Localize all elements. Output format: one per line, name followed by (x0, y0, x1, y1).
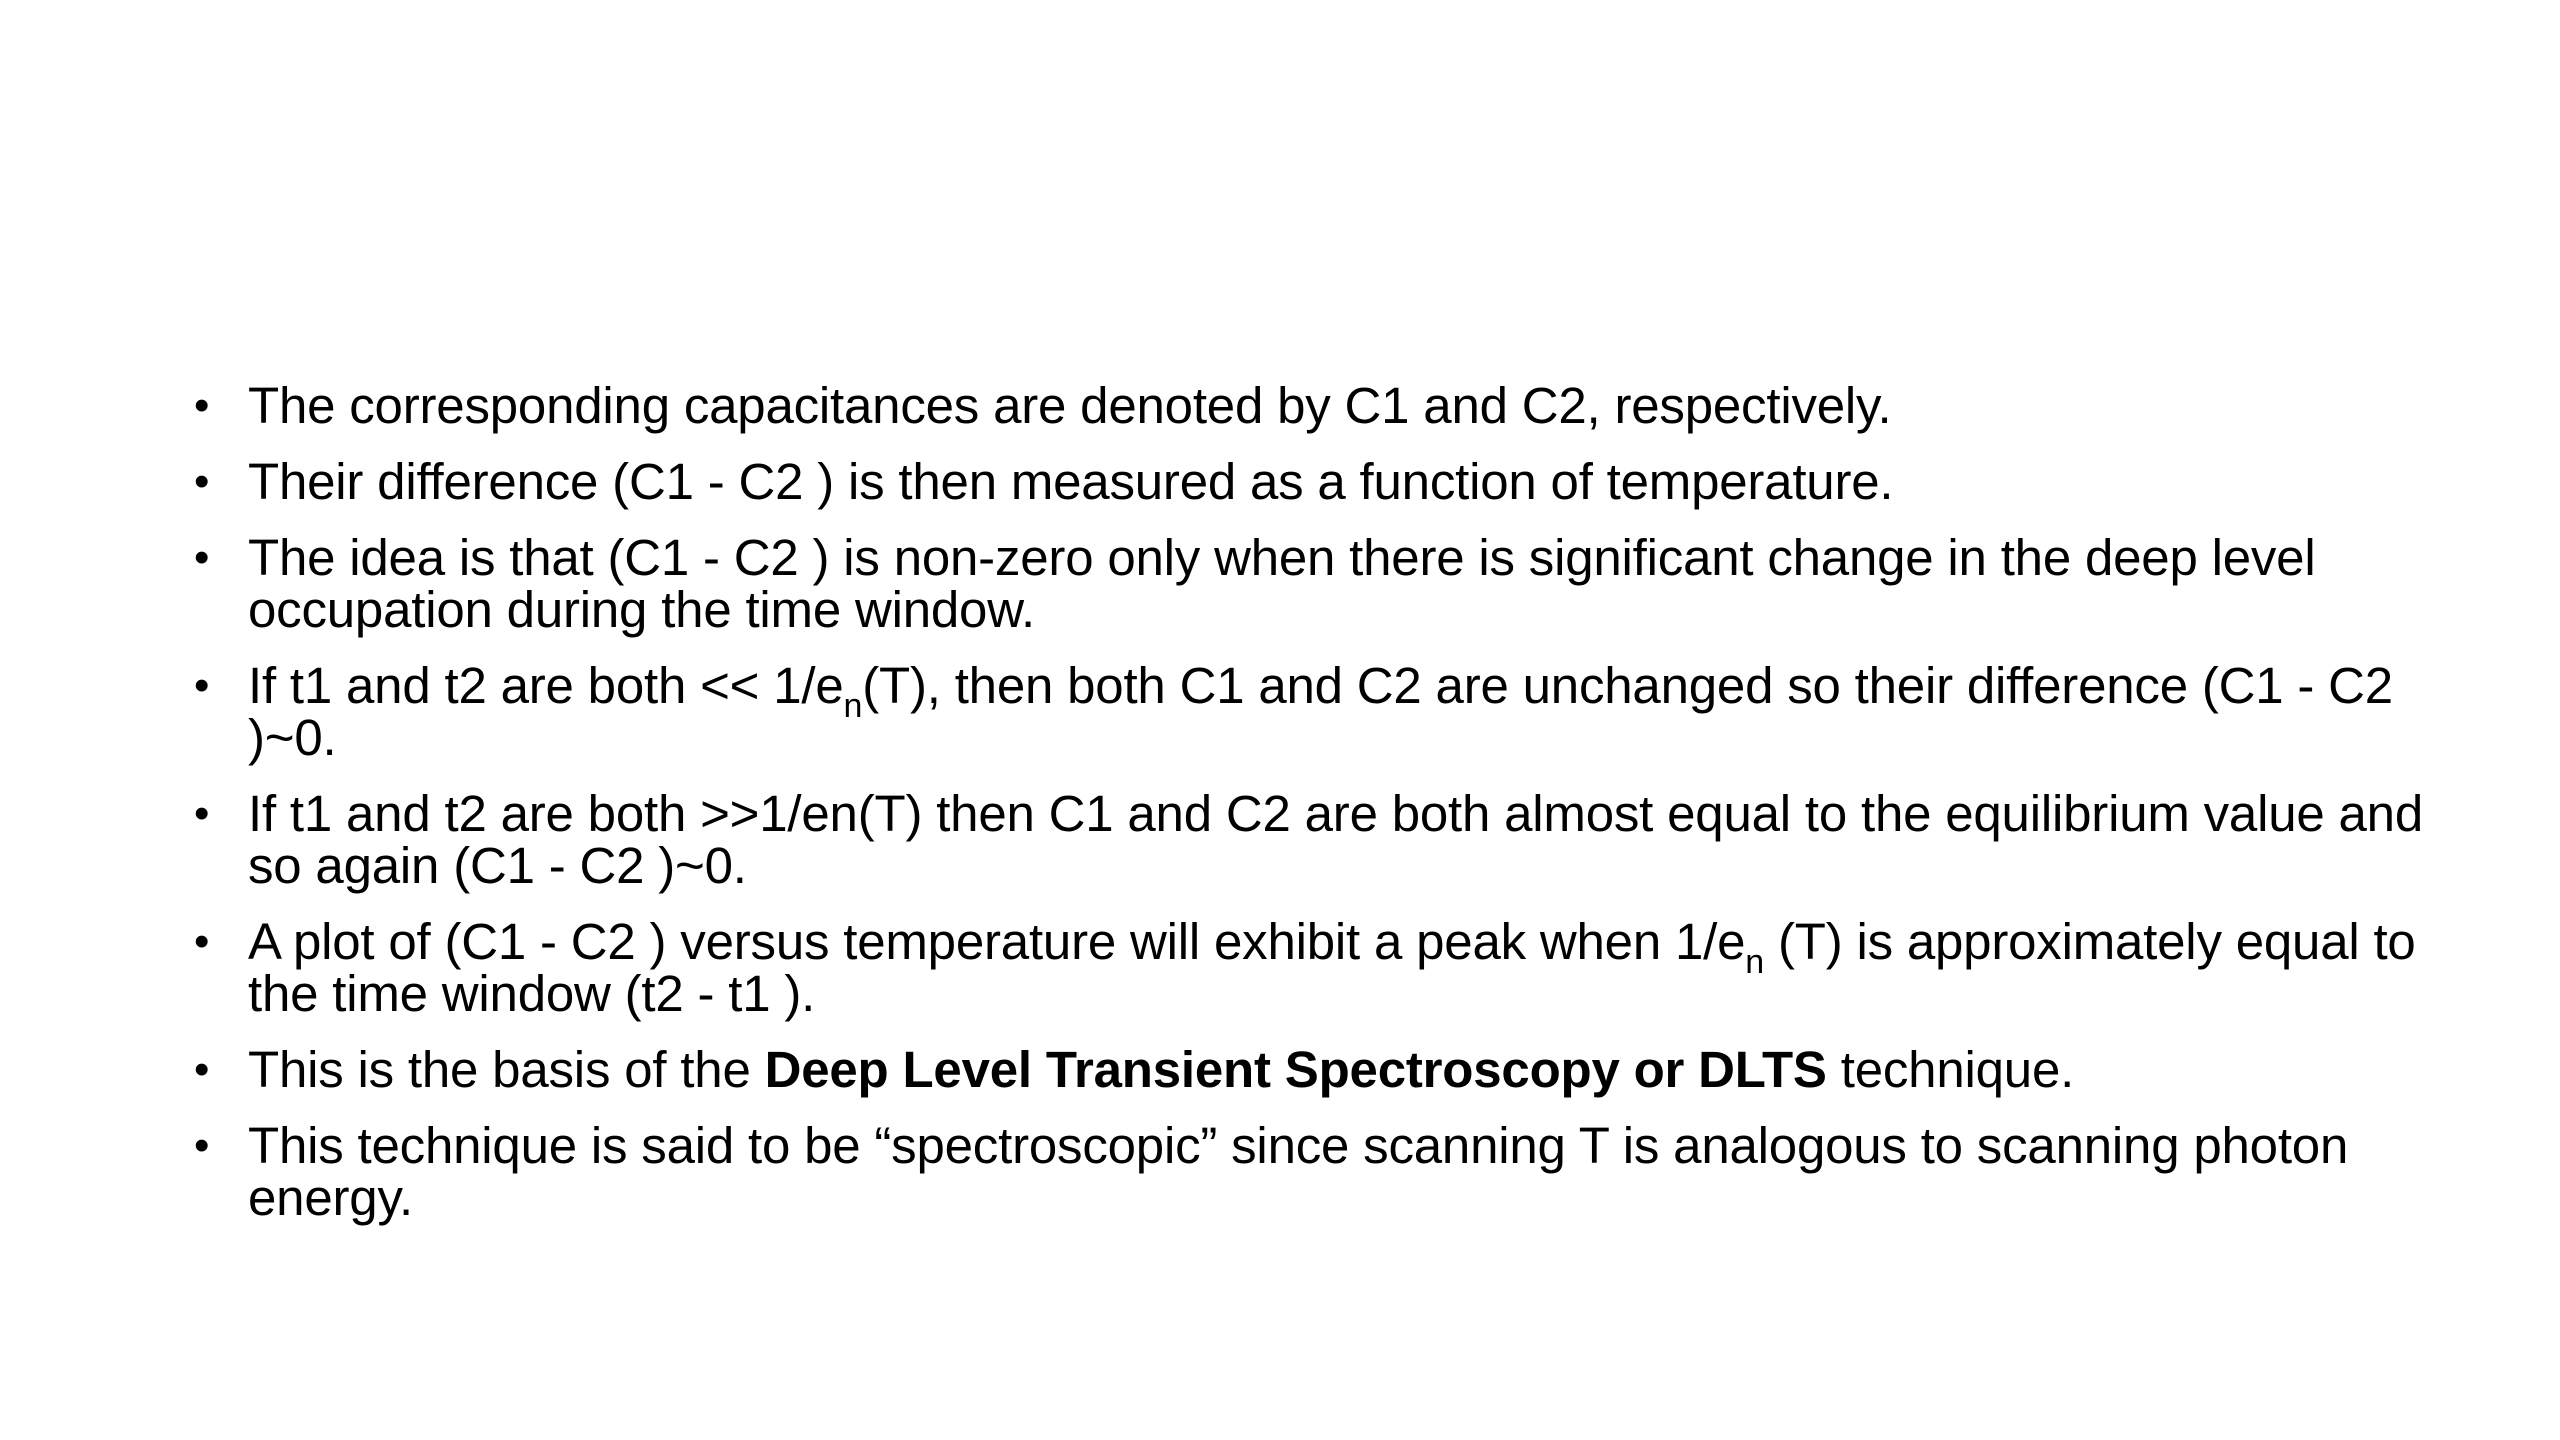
bullet-text (248, 657, 2393, 766)
bullet-text: If t1 and t2 are both >>1/en(T) then C1 and C2 are both almost equal to the equilibrium value and so again (C1 - C2 )~0. (248, 785, 2423, 894)
bullet-text: The idea is that (C1 - C2 ) is non-zero only when there is significant change in the deep level occupation during the time window. (248, 529, 2316, 638)
bullet-dot-icon: • (194, 381, 210, 430)
bullet-list (190, 377, 2430, 1248)
bullet-text-part: This is the basis of the (248, 1041, 765, 1098)
bullet-dot-icon: • (194, 457, 210, 506)
dlts-term: Deep Level Transient Spectroscopy or DLTS (764, 1041, 1827, 1098)
bullet-text (248, 1041, 2074, 1098)
bullet-item (190, 453, 2430, 510)
bullet-text: The corresponding capacitances are denoted by C1 and C2, respectively. (248, 377, 1892, 434)
bullet-text-part: If t1 and t2 are both << 1/e (248, 657, 844, 714)
bullet-dot-icon: • (194, 789, 210, 838)
bullet-text: Their difference (C1 - C2 ) is then measured as a function of temperature. (248, 453, 1894, 510)
bullet-text (248, 913, 2416, 1022)
bullet-item (190, 377, 2430, 434)
bullet-dot-icon: • (194, 1121, 210, 1170)
bullet-dot-icon: • (194, 1045, 210, 1094)
bullet-text: This technique is said to be “spectroscopic” since scanning T is analogous to scanning photon energy. (248, 1117, 2349, 1226)
bullet-text-part: A plot of (C1 - C2 ) versus temperature will exhibit a peak when 1/e (248, 913, 1746, 970)
bullet-item (190, 529, 2430, 638)
bullet-text-part: (T), then both C1 and C2 are unchanged so their difference (C1 - C2 )~0. (248, 657, 2393, 766)
bullet-dot-icon: • (194, 533, 210, 582)
bullet-text-part: (T) is approximately equal to the time window (t2 - t1 ). (248, 913, 2416, 1022)
bullet-item (190, 1117, 2430, 1226)
bullet-item (190, 785, 2430, 894)
subscript-n: n (843, 687, 863, 725)
bullet-item (190, 1041, 2430, 1098)
bullet-item (190, 657, 2430, 766)
bullet-text-part: technique. (1826, 1041, 2075, 1098)
subscript-n: n (1745, 943, 1764, 981)
bullet-item (190, 913, 2430, 1022)
bullet-dot-icon: • (194, 917, 210, 966)
bullet-dot-icon: • (194, 661, 210, 710)
